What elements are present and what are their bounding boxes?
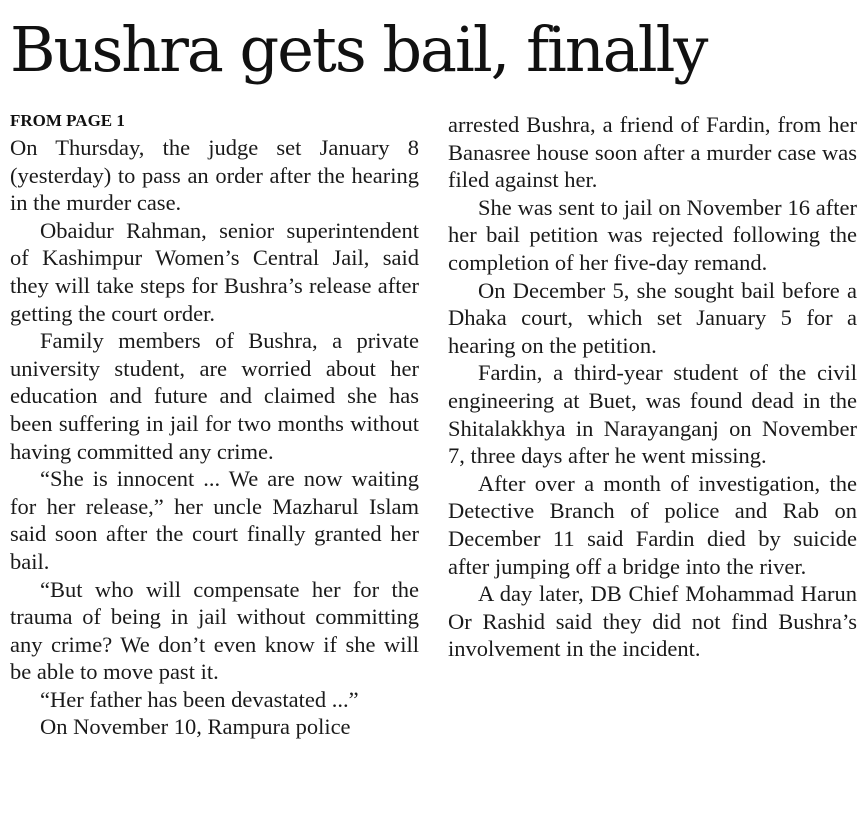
paragraph: On November 10, Rampura police — [40, 714, 351, 740]
paragraph: On December 5, she sought bail before a Dhaka court, which set January 5 for a hearing on the petition. — [448, 277, 857, 358]
headline: Bushra gets bail, finally — [10, 13, 707, 86]
kicker-from-page-1: FROM PAGE 1 — [10, 111, 125, 130]
paragraph: After over a month of investigation, the Detective Branch of police and Rab on December 11 said Fardin died by suicide after jumping off a bridge into the river. — [448, 470, 857, 579]
paragraph: “Her father has been devastated ...” — [40, 686, 359, 712]
paragraph: Obaidur Rahman, senior superintendent of Kashimpur Women’s Central Jail, said they will take steps for Bushra’s release after getting the court order. — [10, 217, 419, 326]
paragraph: Family members of Bushra, a private university student, are worried about her education and future and claimed she has been suffering in jail for two months without having committed any crime. — [10, 328, 419, 464]
paragraph: She was sent to jail on November 16 after her bail petition was rejected following the completion of her five-day remand. — [448, 194, 857, 275]
paragraph: A day later, DB Chief Mohammad Harun Or Rashid said they did not find Bushra’s involvement in the incident. — [448, 581, 857, 662]
paragraph: On Thursday, the judge set January 8 (yesterday) to pass an order after the hearing in the murder case. — [10, 135, 419, 216]
paragraph: “But who will compensate her for the trauma of being in jail without committing any crime? We don’t even know if she will be able to move past it. — [10, 576, 419, 685]
paragraph: “She is innocent ... We are now waiting for her release,” her uncle Mazharul Islam said soon after the court finally granted her bail. — [10, 466, 419, 574]
paragraph: Fardin, a third-year student of the civil engineering at Buet, was found dead in the Shitalakkhya in Narayanganj on November 7, three days after he went missing. — [448, 360, 857, 469]
article-column-left — [10, 108, 419, 741]
paragraph: arrested Bushra, a friend of Fardin, from her Banasree house soon after a murder case was filed against her. — [448, 112, 857, 193]
article-column-right — [448, 111, 857, 663]
